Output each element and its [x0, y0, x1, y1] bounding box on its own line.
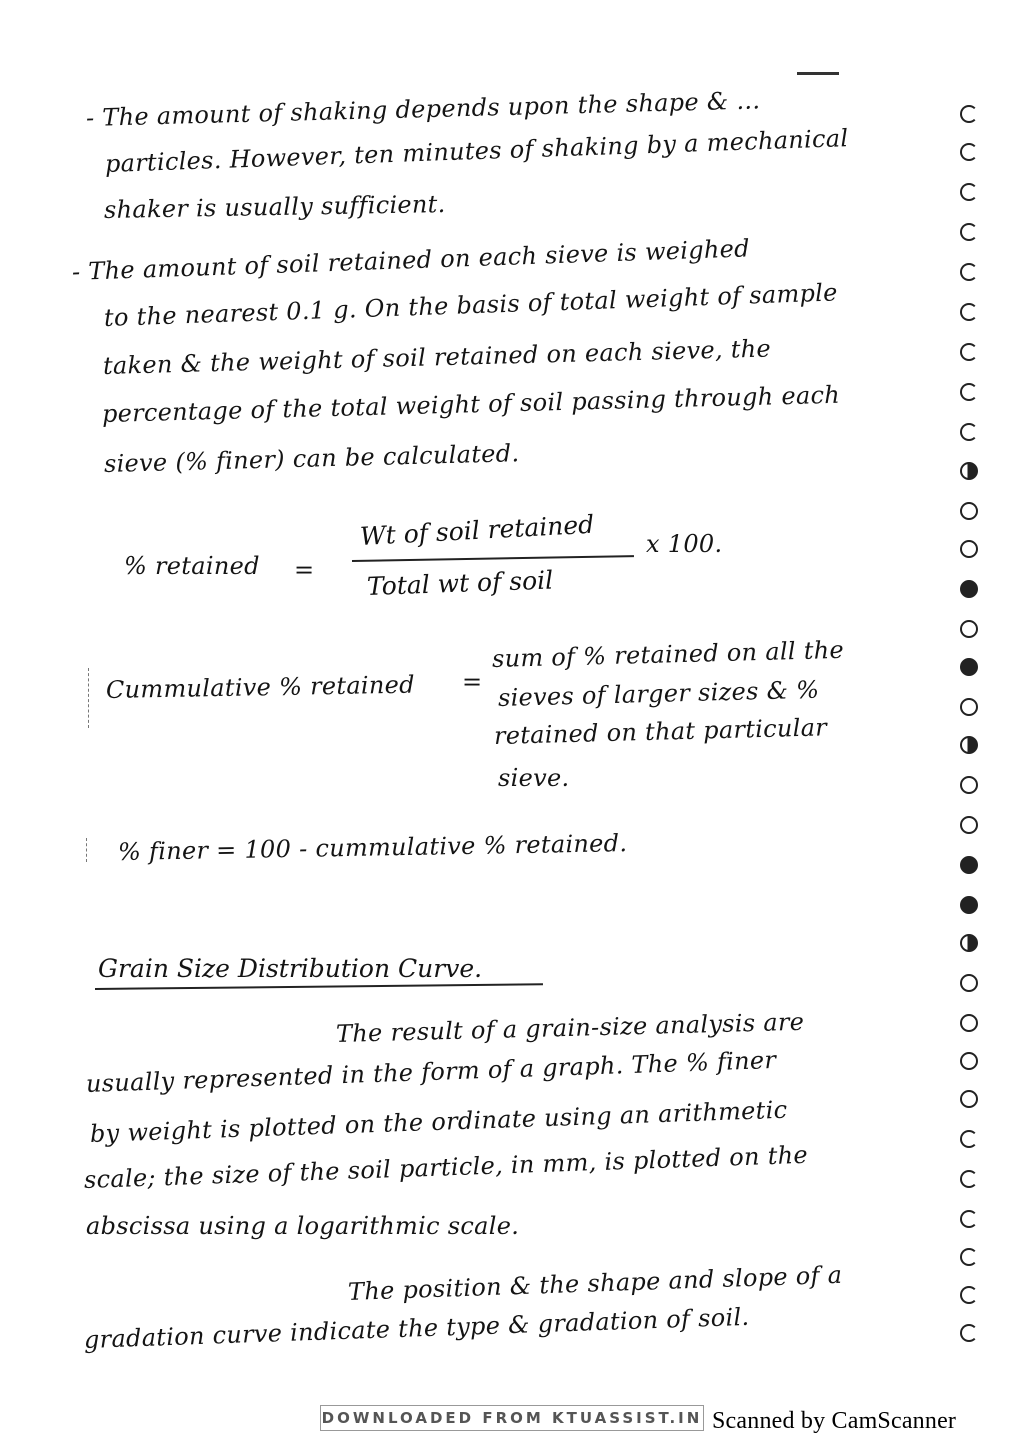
binder-hole-icon — [960, 580, 978, 598]
binder-hole-icon — [960, 1286, 978, 1304]
binder-hole-icon — [960, 105, 978, 123]
binder-hole-icon — [960, 934, 978, 952]
margin-bar — [88, 668, 89, 728]
text-line: usually represented in the form of a graph. The % finer — [85, 1045, 777, 1098]
text-line: - The amount of soil retained on each sieve is weighed — [71, 234, 751, 286]
text-line: - The amount of shaking depends upon the shape & ... — [85, 86, 761, 132]
binder-hole-icon — [960, 1324, 978, 1342]
binder-hole-icon — [960, 1014, 978, 1032]
binder-hole-icon — [960, 1130, 978, 1148]
formula-rhs-line: retained on that particular — [493, 713, 828, 750]
scanner-watermark: Scanned by CamScanner — [712, 1408, 957, 1434]
text-line: particles. However, ten minutes of shaking by a mechanical — [104, 124, 849, 178]
binder-hole-icon — [960, 776, 978, 794]
formula-rhs-line: sieves of larger sizes & % — [497, 675, 820, 712]
binder-hole-icon — [960, 698, 978, 716]
formula-equals: = — [294, 556, 315, 584]
formula-lhs: % retained — [124, 552, 260, 580]
fraction-bar — [352, 555, 634, 562]
binder-hole-icon — [960, 1090, 978, 1108]
binder-hole-icon — [960, 896, 978, 914]
text-line: The result of a grain-size analysis are — [335, 1007, 805, 1048]
binder-hole-icon — [960, 1052, 978, 1070]
binder-hole-icon — [960, 502, 978, 520]
text-line: taken & the weight of soil retained on each sieve, the — [102, 334, 772, 380]
text-line: abscissa using a logarithmic scale. — [86, 1212, 520, 1240]
binder-hole-icon — [960, 620, 978, 638]
formula-numerator: Wt of soil retained — [359, 509, 595, 551]
margin-bar — [86, 838, 87, 862]
binder-hole-icon — [960, 462, 978, 480]
download-watermark: DOWNLOADED FROM KTUASSIST.IN — [320, 1405, 704, 1431]
binder-hole-icon — [960, 856, 978, 874]
binder-hole-icon — [960, 423, 978, 441]
ink-mark — [797, 72, 839, 75]
binder-holes — [946, 90, 986, 1390]
binder-hole-icon — [960, 658, 978, 676]
binder-hole-icon — [960, 143, 978, 161]
text-line: to the nearest 0.1 g. On the basis of total weight of sample — [103, 278, 839, 332]
text-line: shaker is usually sufficient. — [103, 190, 446, 224]
formula-rhs-line: sum of % retained on all the — [491, 635, 845, 673]
binder-hole-icon — [960, 223, 978, 241]
binder-hole-icon — [960, 816, 978, 834]
binder-hole-icon — [960, 974, 978, 992]
text-line: sieve (% finer) can be calculated. — [103, 439, 520, 478]
binder-hole-icon — [960, 1248, 978, 1266]
binder-hole-icon — [960, 263, 978, 281]
heading-underline — [95, 983, 543, 990]
binder-hole-icon — [960, 1170, 978, 1188]
formula-denominator: Total wt of soil — [366, 565, 554, 601]
binder-hole-icon — [960, 540, 978, 558]
text-line: by weight is plotted on the ordinate using an arithmetic — [89, 1095, 788, 1148]
binder-hole-icon — [960, 383, 978, 401]
binder-hole-icon — [960, 1210, 978, 1228]
formula-lhs: Cummulative % retained — [105, 670, 416, 704]
text-line: The position & the shape and slope of a — [347, 1260, 843, 1306]
binder-hole-icon — [960, 343, 978, 361]
binder-hole-icon — [960, 736, 978, 754]
text-line: gradation curve indicate the type & gradation of soil. — [83, 1302, 750, 1354]
text-line: percentage of the total weight of soil passing through each — [101, 380, 841, 428]
formula-equals: = — [462, 668, 483, 696]
binder-hole-icon — [960, 303, 978, 321]
formula-multiplier: x 100. — [646, 530, 723, 558]
formula-rhs-line: sieve. — [498, 764, 570, 792]
section-heading: Grain Size Distribution Curve. — [98, 954, 483, 983]
text-line: scale; the size of the soil particle, in mm, is plotted on the — [83, 1140, 809, 1194]
formula-line: % finer = 100 - cummulative % retained. — [117, 829, 628, 866]
binder-hole-icon — [960, 183, 978, 201]
